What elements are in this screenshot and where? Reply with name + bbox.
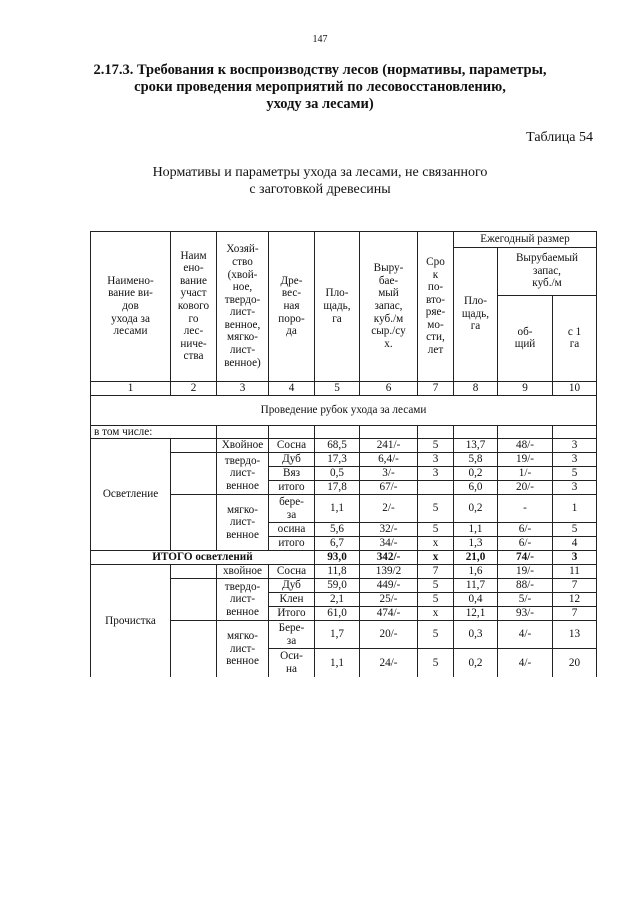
- annual-area-cell: 1,3: [454, 537, 498, 551]
- farm-cell: мягко- лист- венное: [217, 621, 269, 677]
- annual-per-ha-cell: 20: [553, 649, 597, 677]
- annual-per-ha-cell: 5: [553, 467, 597, 481]
- annual-total-cell: 1/-: [498, 467, 553, 481]
- annual-total-cell: 88/-: [498, 579, 553, 593]
- header-farm: Хозяй- ство (хвой- ное, твердо- лист- венное, мягко- лист- венное): [217, 232, 269, 382]
- header-total: об- щий: [498, 295, 553, 381]
- column-number: 9: [498, 381, 553, 395]
- column-number: 3: [217, 381, 269, 395]
- farm-cell: твердо- лист- венное: [217, 579, 269, 621]
- annual-total-cell: 4/-: [498, 649, 553, 677]
- annual-per-ha-cell: 13: [553, 621, 597, 649]
- farm-cell: твердо- лист- венное: [217, 453, 269, 495]
- empty-cell: [171, 565, 217, 579]
- period-cell: 5: [418, 593, 454, 607]
- care-type-cell: Осветление: [91, 439, 171, 551]
- species-cell: Сосна: [269, 439, 315, 453]
- annual-area-cell: 0,2: [454, 649, 498, 677]
- annual-total-cell: 19/-: [498, 565, 553, 579]
- section-title-line: уходу за лесами): [266, 96, 374, 112]
- annual-area-cell: 6,0: [454, 481, 498, 495]
- annual-area-cell: 12,1: [454, 607, 498, 621]
- period-cell: 5: [418, 523, 454, 537]
- column-number: 1: [91, 381, 171, 395]
- area-cell: 68,5: [315, 439, 360, 453]
- annual-per-ha-cell: 1: [553, 495, 597, 523]
- annual-total-cell: 5/-: [498, 593, 553, 607]
- annual-area-cell: 1,6: [454, 565, 498, 579]
- annual-area-cell: 5,8: [454, 453, 498, 467]
- stock-cell: 3/-: [360, 467, 418, 481]
- annual-area-cell: 11,7: [454, 579, 498, 593]
- area-cell: 0,5: [315, 467, 360, 481]
- empty-cell: [171, 579, 217, 621]
- stock-cell: 67/-: [360, 481, 418, 495]
- column-number: 2: [171, 381, 217, 395]
- area-cell: 6,7: [315, 537, 360, 551]
- annual-total-cell: 19/-: [498, 453, 553, 467]
- annual-total-cell: 48/-: [498, 439, 553, 453]
- column-number: 5: [315, 381, 360, 395]
- header-tree-species: Дре- вес- ная поро- да: [269, 232, 315, 382]
- area-cell: 61,0: [315, 607, 360, 621]
- species-cell: осина: [269, 523, 315, 537]
- farm-cell: хвойное: [217, 565, 269, 579]
- area-cell: 17,8: [315, 481, 360, 495]
- annual-total-cell: -: [498, 495, 553, 523]
- table-row: [91, 565, 597, 579]
- stock-cell: 2/-: [360, 495, 418, 523]
- period-cell: 3: [418, 467, 454, 481]
- species-cell: Клен: [269, 593, 315, 607]
- empty-cell: [360, 425, 418, 439]
- section-title-line: 2.17.3. Требования к воспроизводству лесов (нормативы, параметры,: [93, 62, 547, 78]
- area-cell: 17,3: [315, 453, 360, 467]
- forest-care-table: [90, 231, 597, 677]
- species-cell: итого: [269, 481, 315, 495]
- species-cell: бере- за: [269, 495, 315, 523]
- total-label: ИТОГО осветлений: [91, 551, 315, 565]
- species-cell: Бере- за: [269, 621, 315, 649]
- total-period: х: [418, 551, 454, 565]
- empty-cell: [171, 453, 217, 495]
- area-cell: 1,1: [315, 649, 360, 677]
- period-cell: х: [418, 607, 454, 621]
- period-cell: 5: [418, 621, 454, 649]
- annual-per-ha-cell: 7: [553, 579, 597, 593]
- species-cell: итого: [269, 537, 315, 551]
- annual-area-cell: 0,2: [454, 495, 498, 523]
- column-number: 6: [360, 381, 418, 395]
- annual-per-ha-cell: 3: [553, 481, 597, 495]
- stock-cell: 449/-: [360, 579, 418, 593]
- empty-cell: [315, 425, 360, 439]
- empty-cell: [269, 425, 315, 439]
- header-forestry-district: Наим ено- вание участ кового го лес- ниче- ства: [171, 232, 217, 382]
- annual-total-cell: 6/-: [498, 537, 553, 551]
- care-type-cell: Прочистка: [91, 565, 171, 677]
- species-cell: Дуб: [269, 579, 315, 593]
- header-type-of-care: Наимено- вание ви- дов ухода за лесами: [91, 232, 171, 382]
- header-per-hectare: с 1 га: [553, 295, 597, 381]
- including-label: в том числе:: [91, 425, 217, 439]
- period-cell: 3: [418, 453, 454, 467]
- species-cell: Итого: [269, 607, 315, 621]
- empty-cell: [171, 439, 217, 453]
- table-caption-line: Нормативы и параметры ухода за лесами, не связанного: [152, 165, 488, 180]
- total-annual-stock: 74/-: [498, 551, 553, 565]
- annual-per-ha-cell: 3: [553, 439, 597, 453]
- column-number: 10: [553, 381, 597, 395]
- header-annual-felled-stock: Вырубаемый запас, куб./м: [498, 247, 597, 295]
- stock-cell: 20/-: [360, 621, 418, 649]
- stock-cell: 139/2: [360, 565, 418, 579]
- area-cell: 5,6: [315, 523, 360, 537]
- period-cell: х: [418, 537, 454, 551]
- header-repeat-period: Сро к по- вто- ряе- мо- сти, лет: [418, 232, 454, 382]
- annual-per-ha-cell: 5: [553, 523, 597, 537]
- table-row: [91, 439, 597, 453]
- total-annual-area: 21,0: [454, 551, 498, 565]
- stock-cell: 32/-: [360, 523, 418, 537]
- period-cell: 5: [418, 579, 454, 593]
- annual-total-cell: 4/-: [498, 621, 553, 649]
- area-cell: 1,7: [315, 621, 360, 649]
- stock-cell: 25/-: [360, 593, 418, 607]
- species-cell: Сосна: [269, 565, 315, 579]
- header-annual-size: Ежегодный размер: [454, 232, 597, 248]
- period-cell: 5: [418, 495, 454, 523]
- stock-cell: 241/-: [360, 439, 418, 453]
- annual-per-ha-cell: 12: [553, 593, 597, 607]
- period-cell: 5: [418, 649, 454, 677]
- table-caption-line: с заготовкой древесины: [249, 182, 391, 197]
- header-annual-area: Пло- щадь, га: [454, 247, 498, 381]
- total-stock: 342/-: [360, 551, 418, 565]
- total-row: [91, 551, 597, 565]
- empty-cell: [553, 425, 597, 439]
- area-cell: 11,8: [315, 565, 360, 579]
- page-number: 147: [312, 34, 328, 45]
- empty-cell: [454, 425, 498, 439]
- empty-cell: [418, 425, 454, 439]
- header-area: Пло- щадь, га: [315, 232, 360, 382]
- area-cell: 59,0: [315, 579, 360, 593]
- annual-total-cell: 6/-: [498, 523, 553, 537]
- empty-cell: [498, 425, 553, 439]
- empty-cell: [171, 621, 217, 677]
- annual-total-cell: 20/-: [498, 481, 553, 495]
- annual-per-ha-cell: 7: [553, 607, 597, 621]
- header-felled-stock: Выру- бае- мый запас, куб./м сыр./су х.: [360, 232, 418, 382]
- column-number: 8: [454, 381, 498, 395]
- annual-area-cell: 1,1: [454, 523, 498, 537]
- farm-cell: Хвойное: [217, 439, 269, 453]
- empty-cell: [217, 425, 269, 439]
- period-cell: [418, 481, 454, 495]
- total-area: 93,0: [315, 551, 360, 565]
- stock-cell: 24/-: [360, 649, 418, 677]
- annual-per-ha-cell: 3: [553, 453, 597, 467]
- table-label: Таблица 54: [526, 130, 593, 145]
- stock-cell: 6,4/-: [360, 453, 418, 467]
- stock-cell: 34/-: [360, 537, 418, 551]
- section-title-line: сроки проведения мероприятий по лесовосстановлению,: [134, 79, 506, 95]
- annual-per-ha-cell: 11: [553, 565, 597, 579]
- column-number: 4: [269, 381, 315, 395]
- stock-cell: 474/-: [360, 607, 418, 621]
- table-caption: [90, 164, 550, 198]
- column-number-row: [91, 381, 597, 395]
- column-number: 7: [418, 381, 454, 395]
- section-title: [60, 62, 580, 113]
- annual-area-cell: 13,7: [454, 439, 498, 453]
- species-cell: Оси- на: [269, 649, 315, 677]
- section-heading: Проведение рубок ухода за лесами: [91, 395, 597, 425]
- species-cell: Вяз: [269, 467, 315, 481]
- annual-area-cell: 0,3: [454, 621, 498, 649]
- annual-area-cell: 0,4: [454, 593, 498, 607]
- area-cell: 2,1: [315, 593, 360, 607]
- annual-total-cell: 93/-: [498, 607, 553, 621]
- period-cell: 7: [418, 565, 454, 579]
- annual-per-ha-cell: 4: [553, 537, 597, 551]
- period-cell: 5: [418, 439, 454, 453]
- empty-cell: [171, 495, 217, 551]
- area-cell: 1,1: [315, 495, 360, 523]
- annual-area-cell: 0,2: [454, 467, 498, 481]
- species-cell: Дуб: [269, 453, 315, 467]
- total-per-ha: 3: [553, 551, 597, 565]
- farm-cell: мягко- лист- венное: [217, 495, 269, 551]
